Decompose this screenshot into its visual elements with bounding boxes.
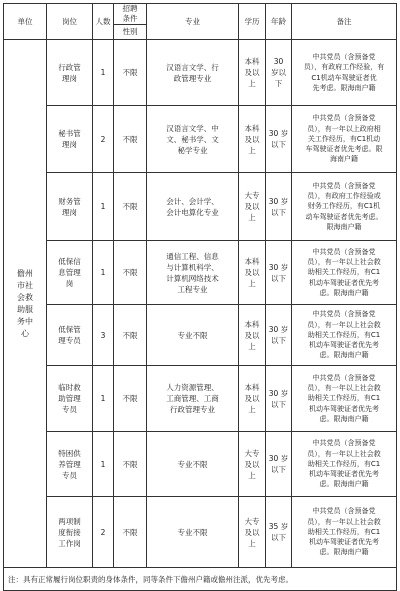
cell-unit-name: 儋州 市社 会救 助服 务中 心 bbox=[4, 40, 47, 568]
cell-gender: 不限 bbox=[114, 106, 147, 173]
cell-position: 两项制 度衔接 工作岗 bbox=[47, 497, 93, 568]
cell-education: 本科 及以 上 bbox=[239, 241, 266, 305]
cell-count: 1 bbox=[93, 432, 114, 497]
cell-remarks: 中共党员（含预备党 员），有一年以上社会救 助相关工作经历，有C1 机动车驾驶证者优先考 虑。限海南户籍 bbox=[292, 305, 397, 366]
cell-position: 特困供 养管理 专员 bbox=[47, 432, 93, 497]
cell-count: 2 bbox=[93, 497, 114, 568]
cell-position: 临时救 助管理 专员 bbox=[47, 366, 93, 432]
cell-gender: 不限 bbox=[114, 241, 147, 305]
table-row bbox=[4, 497, 397, 568]
table-row bbox=[4, 40, 397, 106]
table-row bbox=[4, 106, 397, 173]
cell-education: 大专 及以 上 bbox=[239, 497, 266, 568]
recruitment-table-container bbox=[3, 3, 396, 584]
cell-count: 3 bbox=[93, 305, 114, 366]
cell-count: 1 bbox=[93, 241, 114, 305]
cell-age: 30 岁 以下 bbox=[266, 106, 292, 173]
cell-gender: 不限 bbox=[114, 173, 147, 241]
cell-gender: 不限 bbox=[114, 305, 147, 366]
cell-education: 大专 及以 上 bbox=[239, 432, 266, 497]
cell-gender: 不限 bbox=[114, 366, 147, 432]
cell-count: 1 bbox=[93, 173, 114, 241]
cell-remarks: 中共党员（含预备党 员），有一年以上社会救 助相关工作经历，有C1 机动车驾驶证者优先考 虑。限海南户籍 bbox=[292, 366, 397, 432]
cell-age: 35 岁 以下 bbox=[266, 497, 292, 568]
cell-major: 人力资源管理、 工商管理、工商 行政管理专业 bbox=[147, 366, 239, 432]
cell-remarks: 中共党员（含预备党 员），有政府工作经验，有 C1机动车驾驶证者优 先考虑。限海南户籍 bbox=[292, 40, 397, 106]
header-conditions: 招聘 条件 bbox=[114, 4, 147, 25]
cell-position: 低保管 理专员 bbox=[47, 305, 93, 366]
cell-remarks: 中共党员（含预备党 员），有一年以上社会救 助相关工作经历，有C1 机动车驾驶证者优先考 虑。限海南户籍 bbox=[292, 497, 397, 568]
cell-major: 通信工程、信息 与计算机科学、 计算机网络技术 工程专业 bbox=[147, 241, 239, 305]
cell-count: 1 bbox=[93, 40, 114, 106]
header-count: 人数 bbox=[93, 4, 114, 40]
cell-major: 会计、会计学、 会计电算化专业 bbox=[147, 173, 239, 241]
cell-count: 2 bbox=[93, 106, 114, 173]
header-unit: 单位 bbox=[4, 4, 47, 40]
header-education: 学历 bbox=[239, 4, 266, 40]
cell-remarks: 中共党员（含预备党 员），有一年以上社会救 助相关工作经历，有C1 机动车驾驶证者优先考 虑。限海南户籍 bbox=[292, 432, 397, 497]
recruitment-table bbox=[3, 3, 397, 591]
header-age: 年龄 bbox=[266, 4, 292, 40]
cell-age: 30 岁 以下 bbox=[266, 241, 292, 305]
cell-gender: 不限 bbox=[114, 432, 147, 497]
cell-major: 专业不限 bbox=[147, 432, 239, 497]
header-row bbox=[4, 4, 397, 25]
header-position: 岗位 bbox=[47, 4, 93, 40]
cell-position: 行政管 理岗 bbox=[47, 40, 93, 106]
cell-gender: 不限 bbox=[114, 40, 147, 106]
cell-education: 本科 及以 上 bbox=[239, 40, 266, 106]
cell-age: 30 岁 以下 bbox=[266, 432, 292, 497]
header-gender: 性别 bbox=[114, 25, 147, 40]
cell-age: 30 岁以 下 bbox=[266, 40, 292, 106]
header-remarks: 备注 bbox=[292, 4, 397, 40]
table-row bbox=[4, 173, 397, 241]
table-row bbox=[4, 366, 397, 432]
footnote: 注：具有正常履行岗位职责的身体条件，同等条件下儋州户籍或儋州注派，优先考虑。 bbox=[4, 568, 397, 591]
cell-age: 30 岁 以下 bbox=[266, 366, 292, 432]
cell-remarks: 中共党员（含预备党 员），有一年以上社会救 助相关工作经历，有C1 机动车驾驶证者优先考 虑。限海南户籍 bbox=[292, 241, 397, 305]
cell-education: 本科 及以 上 bbox=[239, 366, 266, 432]
cell-major: 专业不限 bbox=[147, 497, 239, 568]
cell-position: 财务管 理岗 bbox=[47, 173, 93, 241]
header-major: 专业 bbox=[147, 4, 239, 40]
cell-remarks: 中共党员（含预备党 员），有政府工作经验或 财务工作经历，有C1机 动车驾驶证者优先考虑。 限海南户籍 bbox=[292, 173, 397, 241]
cell-major: 汉语言文学、中 文、秘书学、文 秘学专业 bbox=[147, 106, 239, 173]
cell-education: 本科 及以 上 bbox=[239, 305, 266, 366]
cell-remarks: 中共党员（含预备党 员），有一年以上政府相 关工作经历，有C1机动 车驾驶证者优先考虑。限 海南户籍 bbox=[292, 106, 397, 173]
cell-gender: 不限 bbox=[114, 497, 147, 568]
cell-age: 30 岁 以下 bbox=[266, 173, 292, 241]
cell-major: 汉语言文学、行 政管理专业 bbox=[147, 40, 239, 106]
table-row bbox=[4, 305, 397, 366]
table-row bbox=[4, 432, 397, 497]
cell-position: 低保信 息管理 岗 bbox=[47, 241, 93, 305]
cell-count: 1 bbox=[93, 366, 114, 432]
cell-age: 30 岁 以下 bbox=[266, 305, 292, 366]
cell-position: 秘书管 理岗 bbox=[47, 106, 93, 173]
table-row bbox=[4, 241, 397, 305]
cell-major: 专业不限 bbox=[147, 305, 239, 366]
footnote-row bbox=[4, 568, 397, 591]
cell-education: 大专 及以 上 bbox=[239, 173, 266, 241]
cell-education: 本科 及以 上 bbox=[239, 106, 266, 173]
